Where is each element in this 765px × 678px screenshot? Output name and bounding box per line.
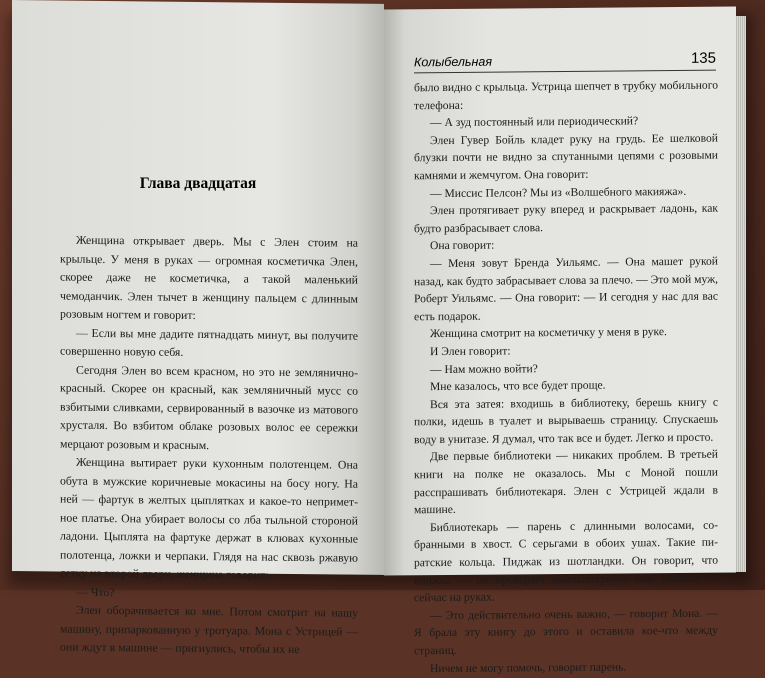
right-paragraph: И Элен говорит:	[430, 344, 511, 359]
right-paragraph: — А зуд постоянный или периодический?	[430, 114, 639, 130]
left-page	[12, 0, 384, 657]
right-paragraph: Элен протягивает руку вперед и раскрывает ладонь, как будто разбрасывает слова.	[414, 201, 718, 236]
running-title: Колыбельная	[414, 54, 492, 70]
right-paragraph: — Меня зовут Бренда Уильямс. — Она машет рукой назад, как будто забрасывает слова за плечо. — Это мой муж, Роберт Уильямс. — Она говорит: — И сегодня у нас для вас есть подарок.	[414, 254, 718, 323]
left-paragraph: Сегодня Элен во всем красном, но это не земляничнo-красный. Скорее он красный, как земляничный мусс со взбитыми сливками, сервированный в вазочке из матового хрусталя. Во взбитом облаке розовых волос ее сережки мерцают розовым и красным.	[60, 362, 358, 452]
left-paragraph: Женщина вытирает руки кухонным полотенцем. Она обута в мужские коричневые мокасины на босу ногу. На ней — фартук в желтых цыплятках и какое-то неприметное платье. Она убирает волосы со лба тыльной стороной ладони. Цыплята на фартуке держат в клювах кухонные полотенца, ложки и черпаки. Глядя на нас сквозь ржавую сетку на второй двери, женщина говорит:	[60, 454, 358, 582]
page-edges	[736, 16, 746, 572]
right-paragraph: — Это действительно очень важно, — говорит Мона. — Я брала эту книгу до этого и оставила кое-что между страниц.	[414, 606, 718, 658]
right-page	[384, 6, 736, 675]
right-paragraph: было видно с крыльца. Устрица шепчет в трубку мобильного телефона:	[414, 78, 718, 112]
right-paragraph: Ничем не могу помочь, говорит парень.	[430, 660, 627, 675]
chapter-title: Глава двадцатая	[139, 175, 257, 192]
right-paragraph: Она говорит:	[430, 238, 495, 253]
left-paragraph: Женщина открывает дверь. Мы с Элен стоим на крыльце. У меня в руках — огромная косметичка Элен, скорее даже не косметичка, а такой маленький чемоданчик. Элен тычет в женщину пальцем с длинным розовым ногтем и говорит:	[60, 232, 358, 322]
left-page-text	[60, 231, 358, 660]
right-paragraph: Вся эта затея: входишь в библиотеку, берешь книгу с полки, идешь в туалет и вырываешь страницу. Спускаешь воду в унитазе. Я думал, что так все и будет. Легко и просто.	[414, 395, 718, 447]
right-paragraph: Библиотекарь — парень с длинными волосами, собранными в хвост. С серьгами в обоих ушах. Такие пиратские кольца. Пиджак из шотландки. Он говорит, что книжка — он проверяет компьютерную базу данных — сейчас на руках.	[414, 518, 718, 605]
right-page-text	[414, 77, 718, 678]
right-paragraph: Мне казалось, что все будет проще.	[430, 378, 606, 394]
right-paragraph: — Нам можно войти?	[430, 361, 538, 376]
right-paragraph: Женщина смотрит на косметичку у меня в руке.	[430, 325, 667, 341]
right-paragraph: Две первые библиотеки — никаких проблем. В третьей книги на полке не оказалось. Мы с Моной пошли расспрашивать библиотекаря. Элен с Устрицей ждали в машине.	[414, 448, 718, 517]
left-paragraph: Элен оборачивается ко мне. Потом смотрит на нашу машину, припаркованную у тротуара. Мона с Устрицей — они ждут в машине — пригнулись, чтобы их не	[60, 602, 358, 657]
page-number: 135	[690, 49, 716, 67]
right-paragraph: Элен Гувер Бойль кладет руку на грудь. Ее шелковой блузки почти не видно за спутанными цепями с розовыми камнями и жемчугом. Она говорит:	[414, 131, 718, 183]
right-paragraph: — Миссис Пелсон? Мы из «Волшебного макияжа».	[430, 184, 687, 200]
left-paragraph: — Если вы мне дадите пятнадцать минут, вы получите совершенно новую себя.	[60, 325, 358, 359]
running-head	[414, 49, 716, 74]
left-paragraph: — Что?	[76, 584, 115, 599]
